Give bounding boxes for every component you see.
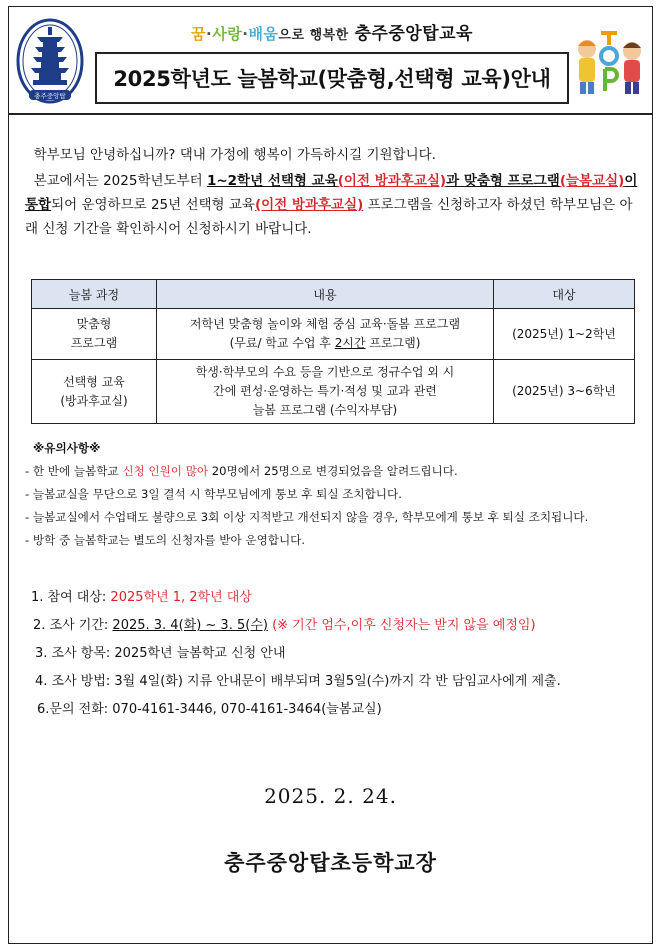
- survey-info-list: [31, 584, 651, 724]
- col-header-course: 늘봄 과정: [32, 280, 157, 309]
- program-table: [31, 279, 635, 424]
- content-cell: 학생·학부모의 수요 등을 기반으로 정규수업 외 시 간에 편성·운영하는 특기·적성 및 교과 관련 늘봄 프로그램 (수익자부담): [157, 360, 494, 424]
- pagoda-logo-icon: [15, 17, 85, 105]
- target-cell: (2025년) 1~2학년: [494, 309, 635, 360]
- svg-text:충주중앙탑: 충주중앙탑: [34, 92, 66, 100]
- notice-page: [8, 6, 653, 944]
- greeting-line: 학부모님 안녕하십니까? 댁내 가정에 행복이 가득하시길 기원합니다.: [33, 147, 436, 163]
- course-cell: 선택형 교육 (방과후교실): [32, 360, 157, 424]
- slogan-word-love: 사랑: [212, 25, 243, 43]
- note-item: - 한 반에 늘봄학교 신청 인원이 많아 20명에서 25명으로 변경되었음을 알려드립니다.: [25, 464, 458, 478]
- list-item: 2. 조사 기간: 2025. 3. 4(화) ~ 3. 5(수) (※ 기간 엄수,이후 신청자는 받지 않을 예정임): [33, 618, 536, 633]
- note-item: - 늘봄교실에서 수업태도 불량으로 3회 이상 지적받고 개선되지 않을 경우, 학부모에게 통보 후 퇴실 조치됩니다.: [25, 510, 589, 524]
- list-item: 4. 조사 방법: 3월 4일(화) 지류 안내문이 배부되며 3월5일(수)까지 각 반 담임교사에게 제출.: [35, 674, 561, 689]
- issue-date: 2025. 2. 24.: [264, 784, 397, 808]
- col-header-content: 내용: [157, 280, 494, 309]
- col-header-target: 대상: [494, 280, 635, 309]
- header: [9, 7, 652, 115]
- school-brand: 충주중앙탑교육: [354, 24, 473, 44]
- slogan-rest: 으로 행복한: [278, 28, 349, 43]
- list-item: 1. 참여 대상: 2025학년 1, 2학년 대상: [31, 590, 252, 605]
- notes-section: [25, 437, 655, 552]
- school-slogan: 꿈·사랑·배움으로 행복한 충주중앙탑교육: [191, 24, 473, 44]
- table-row: [32, 360, 635, 424]
- note-item: - 방학 중 늘봄학교는 별도의 신청자를 받아 운영합니다.: [25, 533, 306, 547]
- table-header-row: [32, 280, 635, 309]
- list-item: 3. 조사 항목: 2025학년 늘봄학교 신청 안내: [35, 646, 286, 661]
- course-cell: 맞춤형 프로그램: [32, 309, 157, 360]
- notes-heading: ※유의사항※: [33, 441, 101, 455]
- content-cell: 저학년 맞춤형 놀이와 체험 중심 교육·돌봄 프로그램 (무료/ 학교 수업 후 2시간 프로그램): [157, 309, 494, 360]
- principal-signature: 충주중앙탑초등학교장: [224, 850, 437, 875]
- target-cell: (2025년) 3~6학년: [494, 360, 635, 424]
- table-row: [32, 309, 635, 360]
- list-item: 6.문의 전화: 070-4161-3446, 070-4161-3464(늘봄교실): [37, 702, 382, 717]
- slogan-word-dream: 꿈: [191, 25, 207, 43]
- title-box: [95, 52, 569, 104]
- top-mascot-icon: [574, 29, 646, 99]
- intro-paragraph: 본교에서는 2025학년도부터 1~2학년 선택형 교육(이전 방과후교실)과 맞춤형 프로그램(늘봄교실)이 통합되어 운영하므로 25년 선택형 교육(이전 방과후교실) 프로그램을 신청하고자 하셨던 학부모님은 아래 신청 기간을 확인하시어 신청하시기 바랍니다.: [25, 173, 638, 237]
- note-item: - 늘봄교실을 무단으로 3일 결석 시 학부모님에게 통보 후 퇴실 조치합니다.: [25, 487, 402, 501]
- slogan-word-learning: 배움: [248, 25, 279, 43]
- page-title: 2025학년도 늘봄학교(맞춤형,선택형 교육)안내: [113, 67, 551, 91]
